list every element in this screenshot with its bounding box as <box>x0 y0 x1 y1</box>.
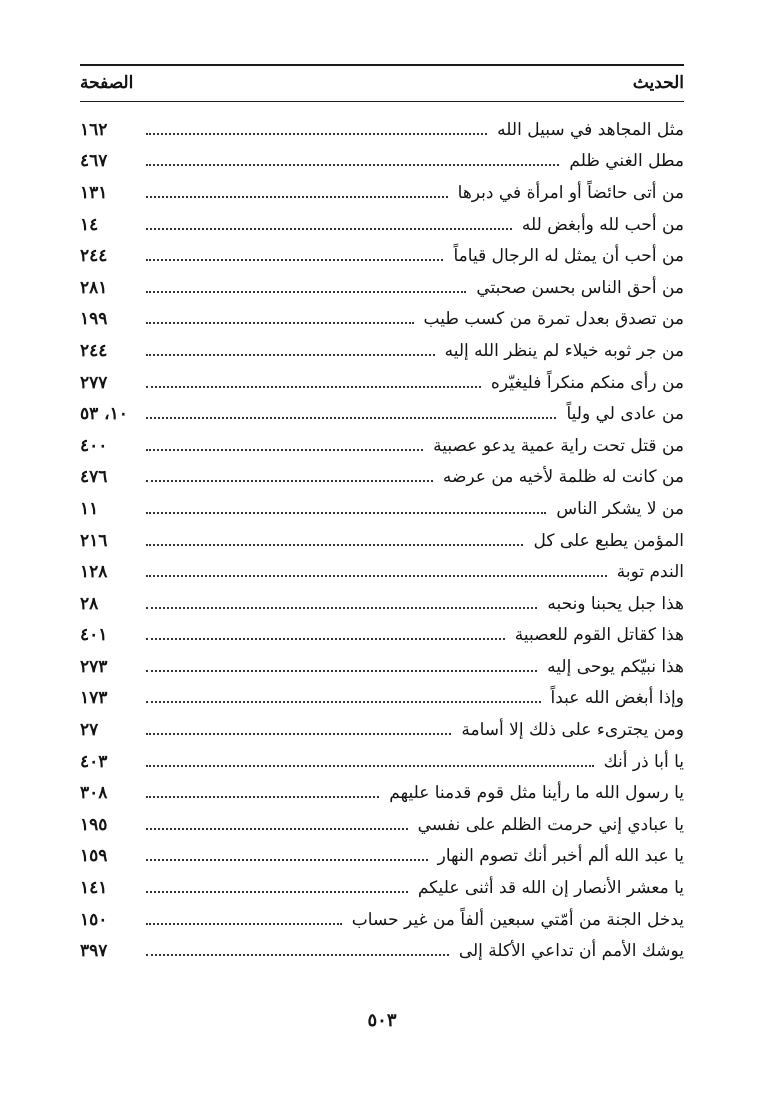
hadith-title: وإذا أبغض الله عبداً <box>550 688 684 709</box>
page-footer-number: ٥٠٣ <box>367 1010 397 1031</box>
page-number: ١٤١ <box>80 878 108 899</box>
hadith-title: من تصدق بعدل تمرة من كسب طيب <box>423 309 684 330</box>
index-entry <box>80 809 684 841</box>
dot-leader <box>146 575 607 577</box>
dot-leader <box>146 417 556 419</box>
hadith-title: من عادى لي ولياً <box>566 404 684 425</box>
column-header <box>80 70 684 96</box>
index-entry <box>80 209 684 241</box>
page-number: ١٣١ <box>80 182 108 203</box>
index-entry <box>80 651 684 683</box>
hadith-title: من قتل تحت راية عمية يدعو عصبية <box>433 435 684 456</box>
dot-leader <box>146 354 435 356</box>
dot-leader <box>146 322 414 324</box>
hadith-title: يا عبادي إني حرمت الظلم على نفسي <box>417 814 684 835</box>
dot-leader <box>146 544 523 546</box>
dot-leader <box>146 164 559 166</box>
index-entry <box>80 777 684 809</box>
hadith-title: هذا كقاتل القوم للعصبية <box>514 625 684 646</box>
dot-leader <box>146 859 428 861</box>
dot-leader <box>146 480 433 482</box>
page-number: ١٥٠ <box>80 909 108 930</box>
page-number: ٢٧ <box>80 720 99 741</box>
dot-leader <box>146 133 487 135</box>
hadith-column-label: الحديث <box>632 73 684 93</box>
hadith-title: من أحب لله وأبغض لله <box>521 214 684 235</box>
index-entry <box>80 493 684 525</box>
index-entry <box>80 935 684 967</box>
page-number: ١٥٩ <box>80 846 108 867</box>
hadith-title: من لا يشكر الناس <box>556 498 684 519</box>
hadith-title: من أحق الناس بحسن صحبتي <box>476 277 684 298</box>
page-number: ٢٨١ <box>80 277 108 298</box>
dot-leader <box>146 449 423 451</box>
index-entry <box>80 240 684 272</box>
page-number: ١٩٥ <box>80 814 108 835</box>
page-number: ١٧٣ <box>80 688 108 709</box>
index-entry <box>80 904 684 936</box>
dot-leader <box>146 891 408 893</box>
index-page <box>80 0 684 1108</box>
dot-leader <box>146 291 466 293</box>
page-number: ١٢٨ <box>80 562 108 583</box>
page-number: ٤٠٣ <box>80 751 108 772</box>
dot-leader <box>146 638 505 640</box>
index-entry <box>80 525 684 557</box>
dot-leader <box>146 196 448 198</box>
dot-leader <box>146 828 408 830</box>
index-entry <box>80 620 684 652</box>
page-number: ٤٧٦ <box>80 467 108 488</box>
hadith-title: يدخل الجنة من أمّتي سبعين ألفاً من غير حساب <box>351 909 684 930</box>
dot-leader <box>146 733 451 735</box>
page-number: ١٦٢ <box>80 119 108 140</box>
hadith-title: ومن يجترىء على ذلك إلا أسامة <box>461 720 684 741</box>
page-number: ٣٠٨ <box>80 783 108 804</box>
dot-leader <box>146 765 594 767</box>
index-entry <box>80 588 684 620</box>
index-entry <box>80 872 684 904</box>
page-number: ٢٤٤ <box>80 246 108 267</box>
hadith-title: يا عبد الله ألم أخبر أنك تصوم النهار <box>437 846 684 867</box>
page-number: ٢٧٧ <box>80 372 108 393</box>
hadith-title: من أتى حائضاً أو امرأة في دبرها <box>457 182 684 203</box>
hadith-title: مطل الغني ظلم <box>569 151 684 172</box>
hadith-title: من رأى منكم منكراً فليغيّره <box>490 372 684 393</box>
index-entry <box>80 746 684 778</box>
hadith-title: من كانت له ظلمة لأخيه من عرضه <box>442 467 684 488</box>
hadith-title: من أحب أن يمثل له الرجال قياماً <box>453 246 684 267</box>
dot-leader <box>146 796 379 798</box>
index-entry <box>80 714 684 746</box>
header-rule <box>80 101 684 102</box>
hadith-title: يا رسول الله ما رأينا مثل قوم قدمنا عليهم <box>389 783 684 804</box>
dot-leader <box>146 607 537 609</box>
index-entry <box>80 841 684 873</box>
page-number: ٢١٦ <box>80 530 108 551</box>
page-number: ٤٠١ <box>80 625 108 646</box>
page-number: ٣٩٧ <box>80 941 108 962</box>
index-entry <box>80 398 684 430</box>
dot-leader <box>146 701 541 703</box>
top-rule <box>80 64 684 66</box>
index-entry <box>80 462 684 494</box>
page-number: ٤٦٧ <box>80 151 108 172</box>
dot-leader <box>146 259 443 261</box>
dot-leader <box>146 228 512 230</box>
dot-leader <box>146 954 449 956</box>
index-entry <box>80 114 684 146</box>
page-number: ١١ <box>80 498 99 519</box>
page-number: ٢٧٣ <box>80 656 108 677</box>
hadith-title: الندم توبة <box>616 562 684 583</box>
hadith-title: يا أبا ذر أنك <box>603 751 684 772</box>
page-number: ١٤ <box>80 214 99 235</box>
hadith-title: من جر ثوبه خيلاء لم ينظر الله إليه <box>444 340 684 361</box>
index-entry <box>80 304 684 336</box>
page-number: ٢٤٤ <box>80 340 108 361</box>
hadith-title: يا معشر الأنصار إن الله قد أثنى عليكم <box>417 878 684 899</box>
index-entry <box>80 335 684 367</box>
page-number: ١٩٩ <box>80 309 108 330</box>
index-entry <box>80 430 684 462</box>
index-entry <box>80 367 684 399</box>
page-number: ١٠، ٥٣ <box>80 404 128 425</box>
index-entry <box>80 272 684 304</box>
index-entry <box>80 683 684 715</box>
index-entry <box>80 556 684 588</box>
hadith-title: هذا نبيّكم يوحى إليه <box>547 656 684 677</box>
hadith-title: هذا جبل يحبنا ونحبه <box>547 593 684 614</box>
hadith-title: مثل المجاهد في سبيل الله <box>497 119 684 140</box>
dot-leader <box>146 386 481 388</box>
hadith-title: يوشك الأمم أن تداعي الأكلة إلى <box>458 941 684 962</box>
index-entry <box>80 177 684 209</box>
hadith-index-list <box>80 114 684 967</box>
dot-leader <box>146 512 546 514</box>
index-entry <box>80 146 684 178</box>
dot-leader <box>146 670 537 672</box>
dot-leader <box>146 923 342 925</box>
hadith-title: المؤمن يطبع على كل <box>533 530 684 551</box>
page-number: ٤٠٠ <box>80 435 108 456</box>
page-column-label: الصفحة <box>80 73 134 93</box>
page-number: ٢٨ <box>80 593 99 614</box>
